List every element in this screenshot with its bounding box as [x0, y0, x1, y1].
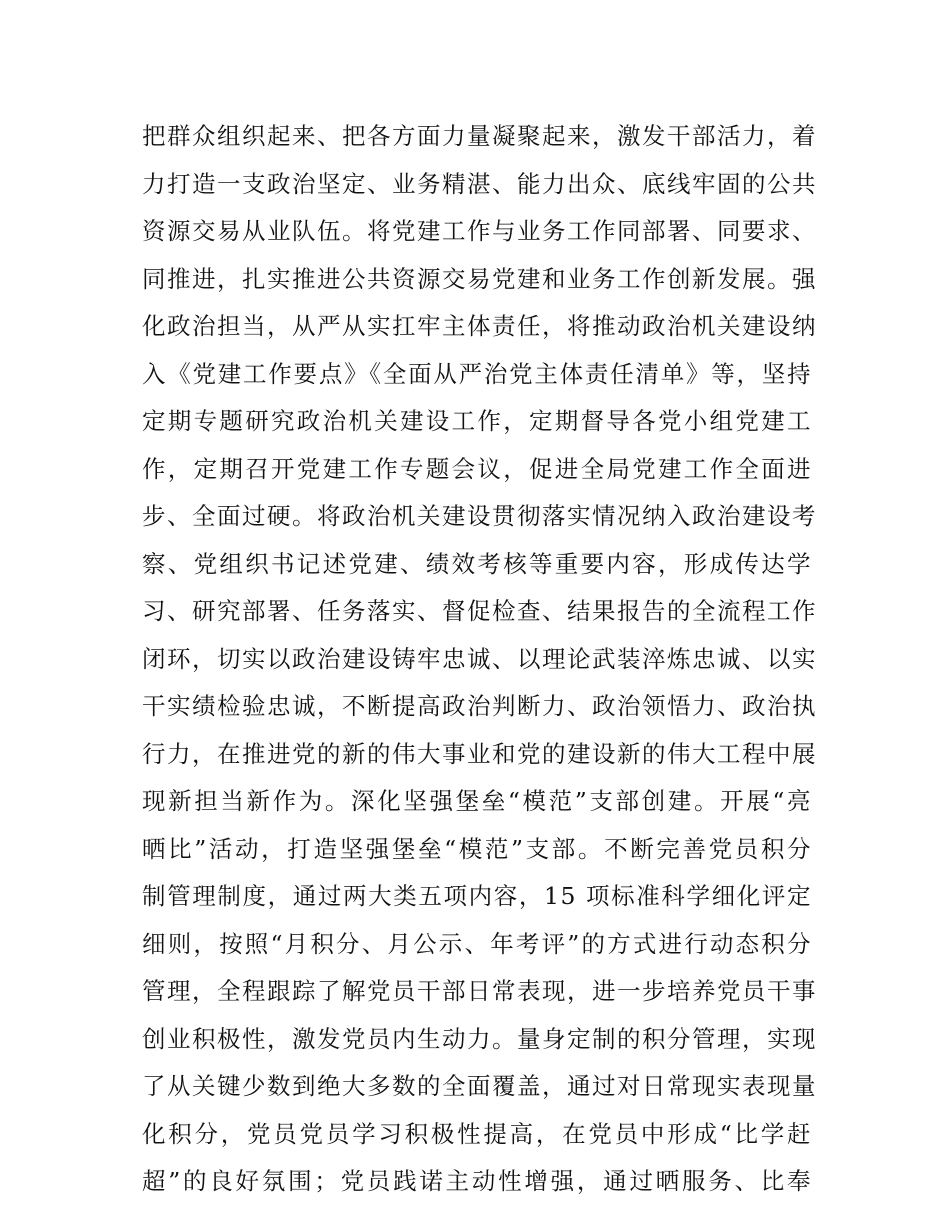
text-line: 化积分，党员党员学习积极性提高，在党员中形成“比学赶 [142, 1119, 812, 1148]
text-line: 定期专题研究政治机关建设工作，定期督导各党小组党建工 [142, 407, 812, 435]
text-line: 细则，按照“月积分、月公示、年考评”的方式进行动态积分 [142, 929, 812, 958]
text-line: 习、研究部署、任务落实、督促检查、结果报告的全流程工作 [142, 597, 817, 625]
text-line: 现新担当新作为。深化坚强堡垒“模范”支部创建。开展“亮 [142, 787, 812, 815]
text-line: 制管理制度，通过两大类五项内容，15 项标准科学细化评定 [142, 882, 812, 910]
text-line: 步、全面过硬。将政治机关建设贯彻落实情况纳入政治建设考 [142, 502, 817, 530]
text-line: 了从关键少数到绝大多数的全面覆盖，通过对日常现实表现量 [142, 1072, 817, 1100]
text-line: 闭环，切实以政治建设铸牢忠诚、以理论武装淬炼忠诚、以实 [142, 644, 817, 673]
body-text [142, 113, 817, 1206]
text-line: 行力，在推进党的新的伟大事业和党的建设新的伟大工程中展 [142, 739, 817, 768]
text-line: 干实绩检验忠诚，不断提高政治判断力、政治领悟力、政治执 [142, 692, 817, 720]
text-line: 晒比”活动，打造坚强堡垒“模范”支部。不断完善党员积分 [142, 834, 812, 863]
text-line: 创业积极性，激发党员内生动力。量身定制的积分管理，实现 [142, 1024, 817, 1053]
text-line: 超”的良好氛围；党员践诺主动性增强，通过晒服务、比奉 [142, 1167, 812, 1195]
text-line: 入《党建工作要点》《全面从严治党主体责任清单》等，坚持 [142, 359, 812, 388]
text-line: 把群众组织起来、把各方面力量凝聚起来，激发干部活力，着 [142, 122, 817, 150]
text-line: 同推进，扎实推进公共资源交易党建和业务工作创新发展。强 [142, 264, 817, 293]
text-line: 察、党组织书记述党建、绩效考核等重要内容，形成传达学 [142, 549, 812, 578]
text-line: 作，定期召开党建工作专题会议，促进全局党建工作全面进 [142, 454, 812, 483]
text-line: 资源交易从业队伍。将党建工作与业务工作同部署、同要求、 [142, 217, 817, 245]
text-line: 化政治担当，从严从实扛牢主体责任，将推动政治机关建设纳 [142, 312, 817, 340]
text-line: 管理，全程跟踪了解党员干部日常表现，进一步培养党员干事 [142, 977, 817, 1005]
text-line: 力打造一支政治坚定、业务精湛、能力出众、底线牢固的公共 [142, 169, 817, 198]
